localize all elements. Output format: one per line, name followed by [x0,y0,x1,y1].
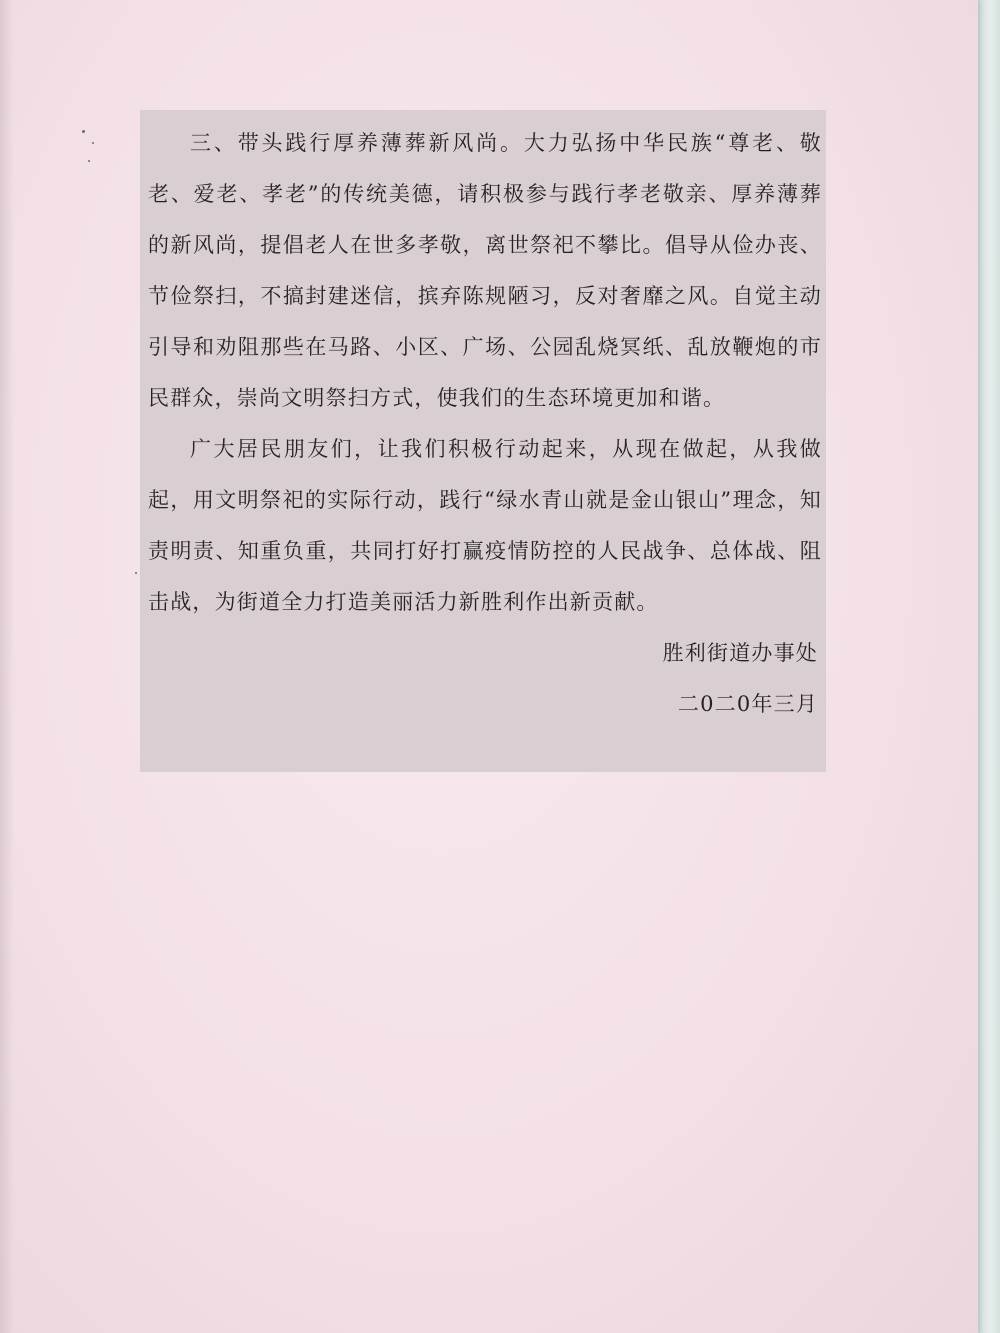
paragraph-civilized-funeral: 三、带头践行厚养薄葬新风尚。大力弘扬中华民族“尊老、敬老、爱老、孝老”的传统美德，请积极参与践行孝老敬亲、厚养薄葬的新风尚，提倡老人在世多孝敬，离世祭祀不攀比。倡导从俭办丧、节俭祭扫，不搞封建迷信，摈弃陈规陋习，反对奢靡之风。自觉主动引导和劝阻那些在马路、小区、广场、公园乱烧冥纸、乱放鞭炮的市民群众，崇尚文明祭扫方式，使我们的生态环境更加和谐。 [148,131,822,410]
paper-speck [82,130,85,133]
paper-speck [135,572,137,574]
signature-office: 胜利街道办事处 [662,641,818,665]
signature-date: 二0二0年三月 [677,692,818,716]
paper-edge-shadow [0,0,14,1333]
document-body [140,110,826,772]
paragraph-call-to-action: 广大居民朋友们，让我们积极行动起来，从现在做起，从我做起，用文明祭祀的实际行动，践行“绿水青山就是金山银山”理念，知责明责、知重负重，共同打好打赢疫情防控的人民战争、总体战、阻击战，为街道全力打造美丽活力新胜利作出新贡献。 [148,437,822,614]
background-surface [975,0,1000,1333]
paper-speck [92,142,94,144]
paper-speck [88,160,90,162]
